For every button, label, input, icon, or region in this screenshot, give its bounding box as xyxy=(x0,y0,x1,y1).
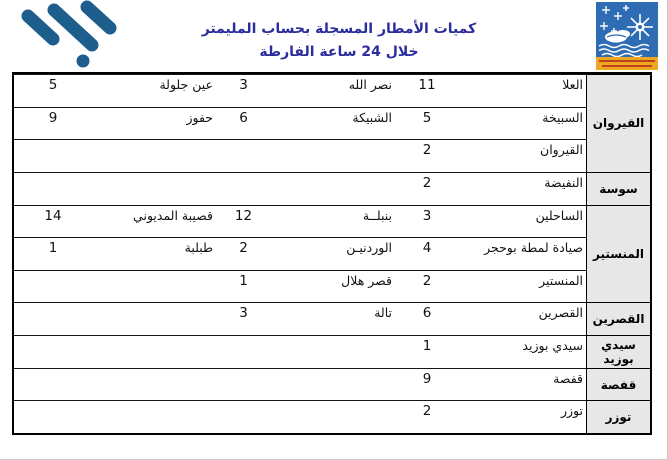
place-name: عين جلولة xyxy=(92,74,216,107)
place-name: صيادة لمطة بوحجر xyxy=(459,237,586,270)
place-name: قصر هلال xyxy=(271,270,395,303)
place-name xyxy=(92,302,216,335)
region-label-kasserine: القصرين xyxy=(586,302,650,335)
page-title xyxy=(164,18,514,64)
place-name: نصر الله xyxy=(271,74,395,107)
place-name: طبلبة xyxy=(92,237,216,270)
rain-value xyxy=(14,302,92,335)
place-name: الوردنيـن xyxy=(271,237,395,270)
logo-caption-band xyxy=(596,57,658,70)
rain-value: 2 xyxy=(395,270,459,303)
place-name: قصيبة المديوني xyxy=(92,205,216,238)
place-name: تالة xyxy=(271,302,395,335)
place-name xyxy=(92,335,216,368)
rain-value: 2 xyxy=(395,172,459,205)
place-name xyxy=(271,172,395,205)
rain-value: 6 xyxy=(216,107,271,140)
place-name xyxy=(92,400,216,433)
rain-value: 9 xyxy=(395,368,459,401)
place-name: القصرين xyxy=(459,302,586,335)
place-name xyxy=(92,172,216,205)
rain-value xyxy=(14,172,92,205)
place-name xyxy=(92,270,216,303)
place-name xyxy=(271,368,395,401)
place-name xyxy=(271,400,395,433)
rain-value xyxy=(14,368,92,401)
rain-value: 6 xyxy=(395,302,459,335)
rainfall-table xyxy=(12,72,652,435)
place-name: القيروان xyxy=(459,139,586,172)
rain-value xyxy=(14,335,92,368)
rain-value: 3 xyxy=(216,302,271,335)
rain-value xyxy=(14,270,92,303)
place-name: سيدي بوزيد xyxy=(459,335,586,368)
rain-value: 2 xyxy=(395,139,459,172)
rain-value xyxy=(14,139,92,172)
rain-value xyxy=(14,400,92,433)
rain-value: 2 xyxy=(395,400,459,433)
rain-value: 1 xyxy=(14,237,92,270)
rain-stripes-logo xyxy=(6,0,118,74)
place-name: الساحلين xyxy=(459,205,586,238)
logo-dot xyxy=(77,55,90,68)
place-name: النفيضة xyxy=(459,172,586,205)
region-label-monastir: المنستير xyxy=(586,205,650,303)
rain-value xyxy=(216,139,271,172)
rain-value: 14 xyxy=(14,205,92,238)
place-name: الشبيكة xyxy=(271,107,395,140)
rain-value xyxy=(216,335,271,368)
rain-value: 1 xyxy=(216,270,271,303)
place-name: العلا xyxy=(459,74,586,107)
rain-value: 11 xyxy=(395,74,459,107)
region-label-sousse: سوسة xyxy=(586,172,650,205)
rain-value xyxy=(216,368,271,401)
place-name: السبيخة xyxy=(459,107,586,140)
rain-value: 5 xyxy=(14,74,92,107)
region-label-kairouan: القيروان xyxy=(586,74,650,172)
place-name: المنستير xyxy=(459,270,586,303)
rain-value: 3 xyxy=(395,205,459,238)
rain-value xyxy=(216,400,271,433)
rain-value: 1 xyxy=(395,335,459,368)
place-name: حفوز xyxy=(92,107,216,140)
title-line-2: خلال 24 ساعة الفارطة xyxy=(259,44,419,61)
place-name: توزر xyxy=(459,400,586,433)
place-name xyxy=(92,368,216,401)
rain-value: 4 xyxy=(395,237,459,270)
rain-value: 9 xyxy=(14,107,92,140)
region-label-tozeur: توزر xyxy=(586,400,650,433)
rain-value: 12 xyxy=(216,205,271,238)
region-label-sidi-bouzid: سيدي بوزيد xyxy=(586,335,650,368)
place-name xyxy=(92,139,216,172)
region-label-gafsa: قفصة xyxy=(586,368,650,401)
rain-value: 5 xyxy=(395,107,459,140)
place-name: بنبلــة xyxy=(271,205,395,238)
rain-value: 3 xyxy=(216,74,271,107)
rain-value xyxy=(216,172,271,205)
meteorology-institute-logo xyxy=(596,2,658,70)
place-name: قفصة xyxy=(459,368,586,401)
place-name xyxy=(271,139,395,172)
rain-value: 2 xyxy=(216,237,271,270)
title-line-1: كميات الأمطار المسجلة بحساب المليمتر xyxy=(201,21,477,37)
place-name xyxy=(271,335,395,368)
